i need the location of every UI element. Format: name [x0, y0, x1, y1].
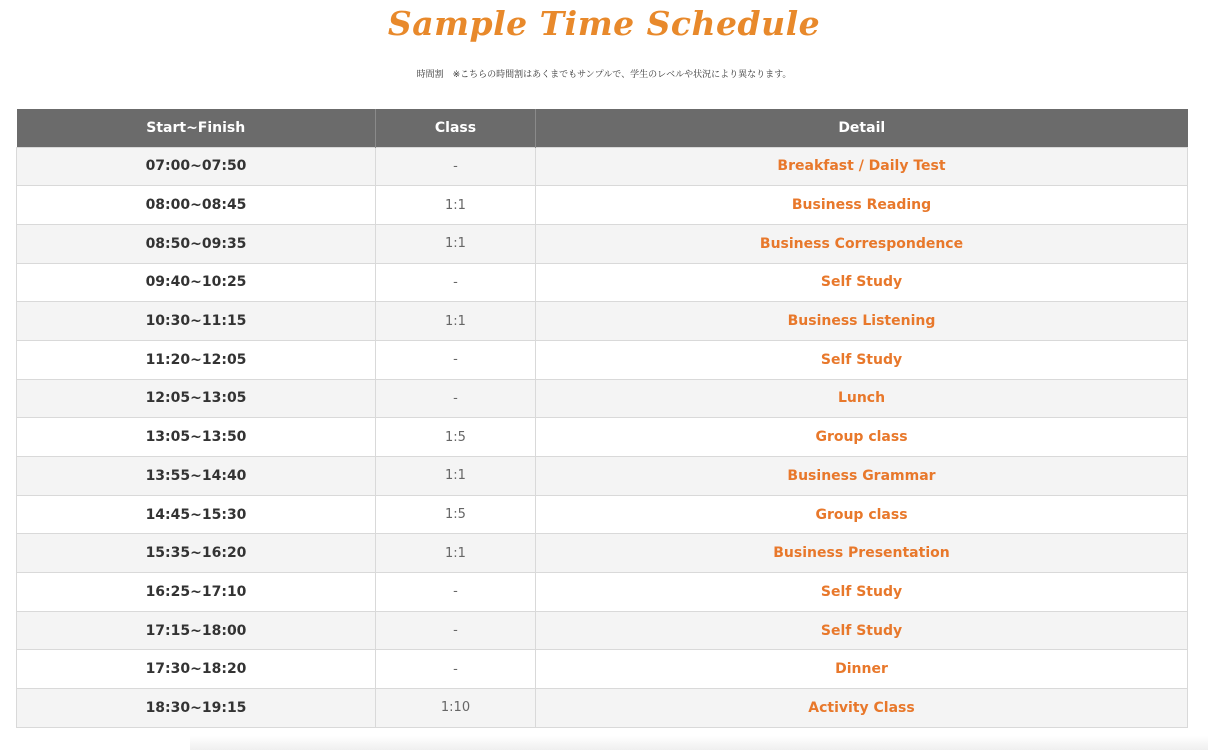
class-cell: 1:5 — [376, 418, 536, 457]
table-row — [17, 263, 1188, 302]
time-cell: 07:00~07:50 — [17, 147, 376, 186]
table-row — [17, 302, 1188, 341]
time-cell: 09:40~10:25 — [17, 263, 376, 302]
bottom-shadow — [190, 736, 1208, 750]
class-cell: 1:1 — [376, 302, 536, 341]
time-cell: 14:45~15:30 — [17, 495, 376, 534]
table-row — [17, 689, 1188, 728]
table-row — [17, 340, 1188, 379]
table-row — [17, 418, 1188, 457]
class-cell: 1:1 — [376, 457, 536, 496]
page-title: Sample Time Schedule — [387, 4, 821, 43]
class-cell: 1:1 — [376, 224, 536, 263]
table-header-row — [17, 109, 1188, 147]
table-row — [17, 611, 1188, 650]
time-cell: 17:30~18:20 — [17, 650, 376, 689]
detail-cell: Self Study — [536, 340, 1188, 379]
schedule-table — [16, 109, 1188, 728]
time-cell: 11:20~12:05 — [17, 340, 376, 379]
class-cell: - — [376, 611, 536, 650]
detail-cell: Business Presentation — [536, 534, 1188, 573]
time-cell: 17:15~18:00 — [17, 611, 376, 650]
detail-cell: Business Grammar — [536, 457, 1188, 496]
class-cell: - — [376, 263, 536, 302]
column-header-time: Start~Finish — [17, 109, 376, 147]
detail-cell: Activity Class — [536, 689, 1188, 728]
column-header-class: Class — [376, 109, 536, 147]
time-cell: 13:05~13:50 — [17, 418, 376, 457]
detail-cell: Group class — [536, 495, 1188, 534]
table-header — [17, 109, 1188, 147]
table-row — [17, 650, 1188, 689]
detail-cell: Business Listening — [536, 302, 1188, 341]
detail-cell: Self Study — [536, 573, 1188, 612]
detail-cell: Business Reading — [536, 186, 1188, 225]
class-cell: 1:1 — [376, 534, 536, 573]
time-cell: 12:05~13:05 — [17, 379, 376, 418]
table-row — [17, 379, 1188, 418]
class-cell: 1:1 — [376, 186, 536, 225]
detail-cell: Group class — [536, 418, 1188, 457]
table-row — [17, 147, 1188, 186]
table-body — [17, 147, 1188, 727]
detail-cell: Self Study — [536, 263, 1188, 302]
table-row — [17, 495, 1188, 534]
class-cell: - — [376, 340, 536, 379]
table-row — [17, 534, 1188, 573]
class-cell: - — [376, 573, 536, 612]
column-header-detail: Detail — [536, 109, 1188, 147]
detail-cell: Business Correspondence — [536, 224, 1188, 263]
time-cell: 18:30~19:15 — [17, 689, 376, 728]
detail-cell: Lunch — [536, 379, 1188, 418]
detail-cell: Self Study — [536, 611, 1188, 650]
time-cell: 08:50~09:35 — [17, 224, 376, 263]
detail-cell: Dinner — [536, 650, 1188, 689]
page-subtitle: 時間割 ※こちらの時間割はあくまでもサンプルで、学生のレベルや状況により異なります。 — [416, 70, 792, 80]
detail-cell: Breakfast / Daily Test — [536, 147, 1188, 186]
class-cell: 1:5 — [376, 495, 536, 534]
class-cell: - — [376, 650, 536, 689]
time-cell: 13:55~14:40 — [17, 457, 376, 496]
class-cell: - — [376, 147, 536, 186]
table-row — [17, 573, 1188, 612]
time-cell: 08:00~08:45 — [17, 186, 376, 225]
class-cell: 1:10 — [376, 689, 536, 728]
time-cell: 16:25~17:10 — [17, 573, 376, 612]
time-cell: 15:35~16:20 — [17, 534, 376, 573]
class-cell: - — [376, 379, 536, 418]
table-row — [17, 224, 1188, 263]
table-row — [17, 457, 1188, 496]
time-cell: 10:30~11:15 — [17, 302, 376, 341]
table-row — [17, 186, 1188, 225]
